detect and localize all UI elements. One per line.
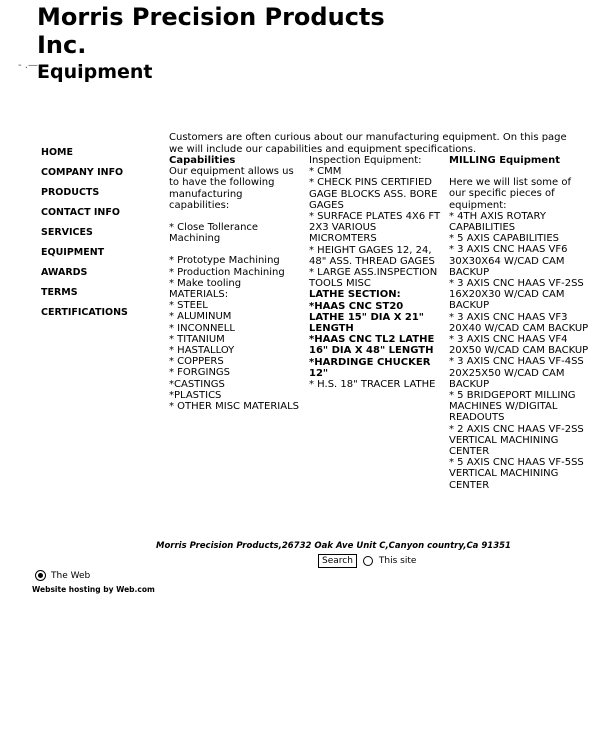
site-title-line2: Inc. bbox=[37, 31, 87, 59]
site-search bbox=[318, 554, 416, 568]
milling-item: * 3 AXIS CNC HAAS VF-2SS 16X20X30 W/CAD CAM BACKUP bbox=[449, 278, 584, 312]
radio-this-site[interactable] bbox=[363, 556, 373, 566]
capabilities-heading: Capabilities bbox=[169, 155, 236, 166]
lathe-item: *HAAS CNC TL2 LATHE 16" DIA X 48" LENGTH bbox=[309, 334, 435, 357]
milling-item: * 3 AXIS CNC HAAS VF-4SS 20X25X50 W/CAD CAM BACKUP bbox=[449, 356, 584, 390]
nav-item-company-info[interactable]: COMPANY INFO bbox=[41, 167, 124, 178]
milling-item: * 4TH AXIS ROTARY CAPABILITIES bbox=[449, 210, 546, 234]
hosting-link[interactable]: Website hosting by Web.com bbox=[32, 585, 155, 594]
capabilities-text: Our equipment allows us to have the following manufacturing capabilities: bbox=[169, 166, 294, 211]
milling-item: * 5 AXIS CAPABILITIES bbox=[449, 233, 559, 245]
milling-column bbox=[449, 155, 589, 491]
milling-item: * 2 AXIS CNC HAAS VF-2SS VERTICAL MACHINING CENTER bbox=[449, 423, 584, 458]
capability-item: * Close Tollerance Machining bbox=[169, 222, 259, 245]
capability-item: * STEEL bbox=[169, 300, 208, 312]
capabilities-column bbox=[169, 155, 299, 412]
milling-text: Here we will list some of our specific pieces of equipment: bbox=[449, 177, 572, 211]
intro-text: Customers are often curious about our manufacturing equipment. On this page we will include our capabilities and equipment specifications. bbox=[169, 132, 567, 155]
capability-item: *CASTINGS bbox=[169, 378, 225, 390]
nav-item-services[interactable]: SERVICES bbox=[41, 227, 93, 238]
inspection-list bbox=[309, 166, 441, 289]
capability-item: * INCONNELL bbox=[169, 322, 235, 334]
nav-item-certifications[interactable]: CERTIFICATIONS bbox=[41, 307, 128, 318]
site-title-line1: Morris Precision Products bbox=[37, 3, 385, 31]
inspection-item: * SURFACE PLATES 4X6 FT 2X3 VARIOUS MICROMTERS bbox=[309, 211, 441, 245]
nav-item-equipment[interactable]: EQUIPMENT bbox=[41, 247, 105, 258]
nav-item-awards[interactable]: AWARDS bbox=[41, 267, 88, 278]
radio-the-web[interactable] bbox=[35, 570, 46, 581]
this-site-label: This site bbox=[378, 556, 417, 566]
lathe-list bbox=[309, 379, 441, 390]
capabilities-list-2 bbox=[169, 255, 299, 412]
milling-item: * 3 AXIS CNC HAAS VF3 20X40 W/CAD CAM BACKUP bbox=[449, 311, 589, 334]
capability-item: * ALUMINUM bbox=[169, 311, 232, 323]
milling-item: * 5 AXIS CNC HAAS VF-5SS VERTICAL MACHINING CENTER bbox=[449, 457, 584, 491]
the-web-label: The Web bbox=[51, 570, 91, 581]
capability-item: * OTHER MISC MATERIALS bbox=[169, 401, 299, 413]
lathe-item: * H.S. 18" TRACER LATHE bbox=[309, 379, 436, 391]
sidebar-nav bbox=[41, 146, 128, 326]
capability-item: MATERIALS: bbox=[169, 289, 229, 301]
capability-item: * COPPERS bbox=[169, 356, 224, 368]
lathe-item: *HAAS CNC ST20 LATHE 15" DIA X 21" LENGTH bbox=[309, 300, 425, 335]
inspection-item: * CHECK PINS CERTIFIED GAGE BLOCKS ASS. BORE GAGES bbox=[309, 177, 438, 211]
milling-list bbox=[449, 211, 589, 491]
inspection-item: * LARGE ASS.INSPECTION TOOLS MISC bbox=[309, 267, 438, 290]
lathe-item: *HARDINGE CHUCKER 12" bbox=[309, 356, 431, 379]
capability-item: * Production Machining bbox=[169, 266, 285, 278]
capability-item: * TITANIUM bbox=[169, 333, 225, 345]
capabilities-list-1 bbox=[169, 222, 299, 244]
lathe-bold-list bbox=[309, 301, 441, 379]
capability-item: * HASTALLOY bbox=[169, 345, 235, 357]
search-button[interactable]: Search bbox=[318, 554, 357, 568]
page-title: Equipment bbox=[37, 61, 153, 83]
capability-item: * Make tooling bbox=[169, 277, 242, 289]
lathe-heading: LATHE SECTION: bbox=[309, 289, 401, 301]
milling-item: * 3 AXIS CNC HAAS VF4 20X50 W/CAD CAM BACKUP bbox=[449, 334, 589, 357]
milling-heading: MILLING Equipment bbox=[449, 155, 560, 166]
milling-item: * 3 AXIS CNC HAAS VF6 30X30X64 W/CAD CAM BACKUP bbox=[449, 244, 568, 278]
nav-item-products[interactable]: PRODUCTS bbox=[41, 187, 100, 198]
capability-item: *PLASTICS bbox=[169, 389, 222, 401]
inspection-column bbox=[309, 155, 441, 390]
milling-item: * 5 BRIDGEPORT MILLING MACHINES W/DIGITAL READOUTS bbox=[449, 390, 576, 424]
inspection-item: * HEIGHT GAGES 12, 24, 48" ASS. THREAD GAGES bbox=[309, 244, 435, 267]
site-title bbox=[37, 3, 385, 59]
inspection-heading: Inspection Equipment: bbox=[309, 155, 422, 166]
web-search-option bbox=[35, 570, 90, 581]
address: Morris Precision Products,26732 Oak Ave Unit C,Canyon country,Ca 91351 bbox=[156, 541, 511, 551]
nav-item-contact-info[interactable]: CONTACT INFO bbox=[41, 207, 120, 218]
capability-item: * FORGINGS bbox=[169, 367, 231, 379]
nav-item-terms[interactable]: TERMS bbox=[41, 287, 78, 298]
nav-item-home[interactable]: HOME bbox=[41, 147, 73, 158]
inspection-item: * CMM bbox=[309, 166, 342, 178]
decorative-dash: - .— bbox=[18, 60, 38, 71]
capability-item: * Prototype Machining bbox=[169, 255, 280, 267]
